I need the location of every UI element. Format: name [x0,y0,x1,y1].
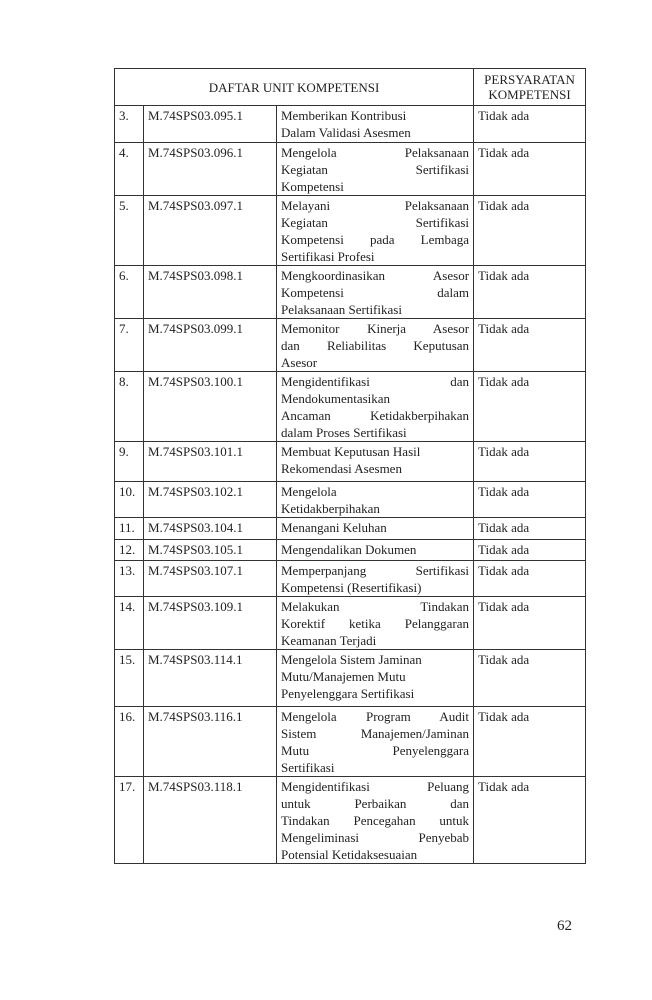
unit-code: M.74SPS03.101.1 [144,442,277,482]
row-number: 15. [115,650,144,707]
unit-code: M.74SPS03.107.1 [144,561,277,597]
row-number: 17. [115,777,144,864]
table-row [115,143,586,196]
table-row [115,196,586,266]
row-number: 8. [115,372,144,442]
table-header-row [115,69,586,106]
table-body [115,106,586,864]
requirement: Tidak ada [474,777,586,864]
table-row [115,442,586,482]
row-number: 6. [115,266,144,319]
unit-title-line: dalam Proses Sertifikasi [281,425,407,440]
table-row [115,561,586,597]
unit-code: M.74SPS03.096.1 [144,143,277,196]
unit-title-line: Mendokumentasikan [281,391,391,406]
row-number: 5. [115,196,144,266]
unit-title [277,540,474,561]
unit-title-line: Mutu Penyelenggara [281,743,470,758]
requirement: Tidak ada [474,372,586,442]
unit-title-line: dan Reliabilitas Keputusan [281,338,470,353]
table-row [115,597,586,650]
table-row [115,319,586,372]
unit-title-line: Potensial Ketidaksesuaian [281,847,418,862]
unit-title [277,482,474,518]
unit-title-line: Mengkoordinasikan Asesor [281,268,470,283]
requirement: Tidak ada [474,319,586,372]
unit-code: M.74SPS03.105.1 [144,540,277,561]
header-line: PERSYARATAN [484,72,575,87]
unit-title-line: Sertifikasi [281,760,335,775]
unit-title-line: Mengelola Pelaksanaan [281,145,470,160]
unit-title-line: Mengendalikan Dokumen [281,542,417,557]
units-column-header: DAFTAR UNIT KOMPETENSI [115,69,474,106]
unit-code: M.74SPS03.102.1 [144,482,277,518]
table-row [115,650,586,707]
unit-title-line: Tindakan Pencegahan untuk [281,813,470,828]
row-number: 16. [115,707,144,777]
unit-title [277,777,474,864]
unit-title-line: Kompetensi dalam [281,285,470,300]
requirement: Tidak ada [474,707,586,777]
requirement: Tidak ada [474,442,586,482]
unit-title-line: Ancaman Ketidakberpihakan [281,408,470,423]
row-number: 11. [115,518,144,540]
requirement: Tidak ada [474,518,586,540]
row-number: 3. [115,106,144,143]
header-line: KOMPETENSI [488,87,571,102]
unit-title-line: Memonitor Kinerja Asesor [281,321,470,336]
table-row [115,540,586,561]
unit-title-line: Asesor [281,355,318,370]
requirement: Tidak ada [474,106,586,143]
unit-code: M.74SPS03.100.1 [144,372,277,442]
requirement: Tidak ada [474,650,586,707]
requirement: Tidak ada [474,482,586,518]
unit-code: M.74SPS03.104.1 [144,518,277,540]
requirement: Tidak ada [474,597,586,650]
row-number: 10. [115,482,144,518]
table-row [115,518,586,540]
unit-title-line: Dalam Validasi Asesmen [281,125,411,140]
unit-title-line: Kompetensi [281,179,344,194]
unit-title [277,196,474,266]
unit-title-line: Kegiatan Sertifikasi [281,215,470,230]
row-number: 14. [115,597,144,650]
unit-title-line: Rekomendasi Asesmen [281,461,402,476]
table-row [115,106,586,143]
unit-title-line: Kegiatan Sertifikasi [281,162,470,177]
unit-title-line: Melakukan Tindakan [281,599,470,614]
unit-title-line: Sistem Manajemen/Jaminan [281,726,470,741]
table-row [115,707,586,777]
unit-title-line: Ketidakberpihakan [281,501,380,516]
unit-title [277,518,474,540]
unit-code: M.74SPS03.099.1 [144,319,277,372]
unit-title-line: Keamanan Terjadi [281,633,377,648]
requirement: Tidak ada [474,266,586,319]
unit-title-line: Penyelenggara Sertifikasi [281,686,415,701]
row-number: 4. [115,143,144,196]
unit-title-line: Memberikan Kontribusi [281,108,407,123]
unit-title-line: Pelaksanaan Sertifikasi [281,302,402,317]
unit-title-line: Kompetensi pada Lembaga [281,232,470,247]
unit-title-line: untuk Perbaikan dan [281,796,470,811]
table-row [115,482,586,518]
unit-title-line: Menangani Keluhan [281,520,387,535]
unit-title [277,707,474,777]
requirement: Tidak ada [474,196,586,266]
unit-title [277,106,474,143]
unit-title [277,561,474,597]
row-number: 7. [115,319,144,372]
unit-title-line: Membuat Keputusan Hasil [281,444,421,459]
row-number: 12. [115,540,144,561]
unit-code: M.74SPS03.118.1 [144,777,277,864]
unit-title-line: Melayani Pelaksanaan [281,198,470,213]
unit-title-line: Mengidentifikasi Peluang [281,779,470,794]
requirement: Tidak ada [474,540,586,561]
page-number: 62 [557,918,572,934]
unit-code: M.74SPS03.109.1 [144,597,277,650]
unit-code: M.74SPS03.097.1 [144,196,277,266]
unit-code: M.74SPS03.114.1 [144,650,277,707]
unit-title-line: Memperpanjang Sertifikasi [281,563,470,578]
unit-code: M.74SPS03.116.1 [144,707,277,777]
table-row [115,372,586,442]
table-row [115,777,586,864]
unit-title-line: Mutu/Manajemen Mutu [281,669,406,684]
unit-title-line: Kompetensi (Resertifikasi) [281,580,422,595]
requirement: Tidak ada [474,561,586,597]
unit-code: M.74SPS03.098.1 [144,266,277,319]
unit-title [277,319,474,372]
unit-title-line: Mengelola Program Audit [281,709,470,724]
table-row [115,266,586,319]
unit-title-line: Mengelola [281,484,337,499]
unit-code: M.74SPS03.095.1 [144,106,277,143]
requirements-column-header [474,69,586,106]
unit-title [277,143,474,196]
unit-title-line: Mengelola Sistem Jaminan [281,652,422,667]
unit-title [277,266,474,319]
unit-title [277,372,474,442]
competency-units-table [114,68,586,864]
row-number: 9. [115,442,144,482]
requirement: Tidak ada [474,143,586,196]
row-number: 13. [115,561,144,597]
unit-title-line: Korektif ketika Pelanggaran [281,616,470,631]
unit-title [277,650,474,707]
unit-title-line: Sertifikasi Profesi [281,249,375,264]
unit-title [277,442,474,482]
unit-title [277,597,474,650]
unit-title-line: Mengidentifikasi dan [281,374,470,389]
unit-title-line: Mengeliminasi Penyebab [281,830,470,845]
